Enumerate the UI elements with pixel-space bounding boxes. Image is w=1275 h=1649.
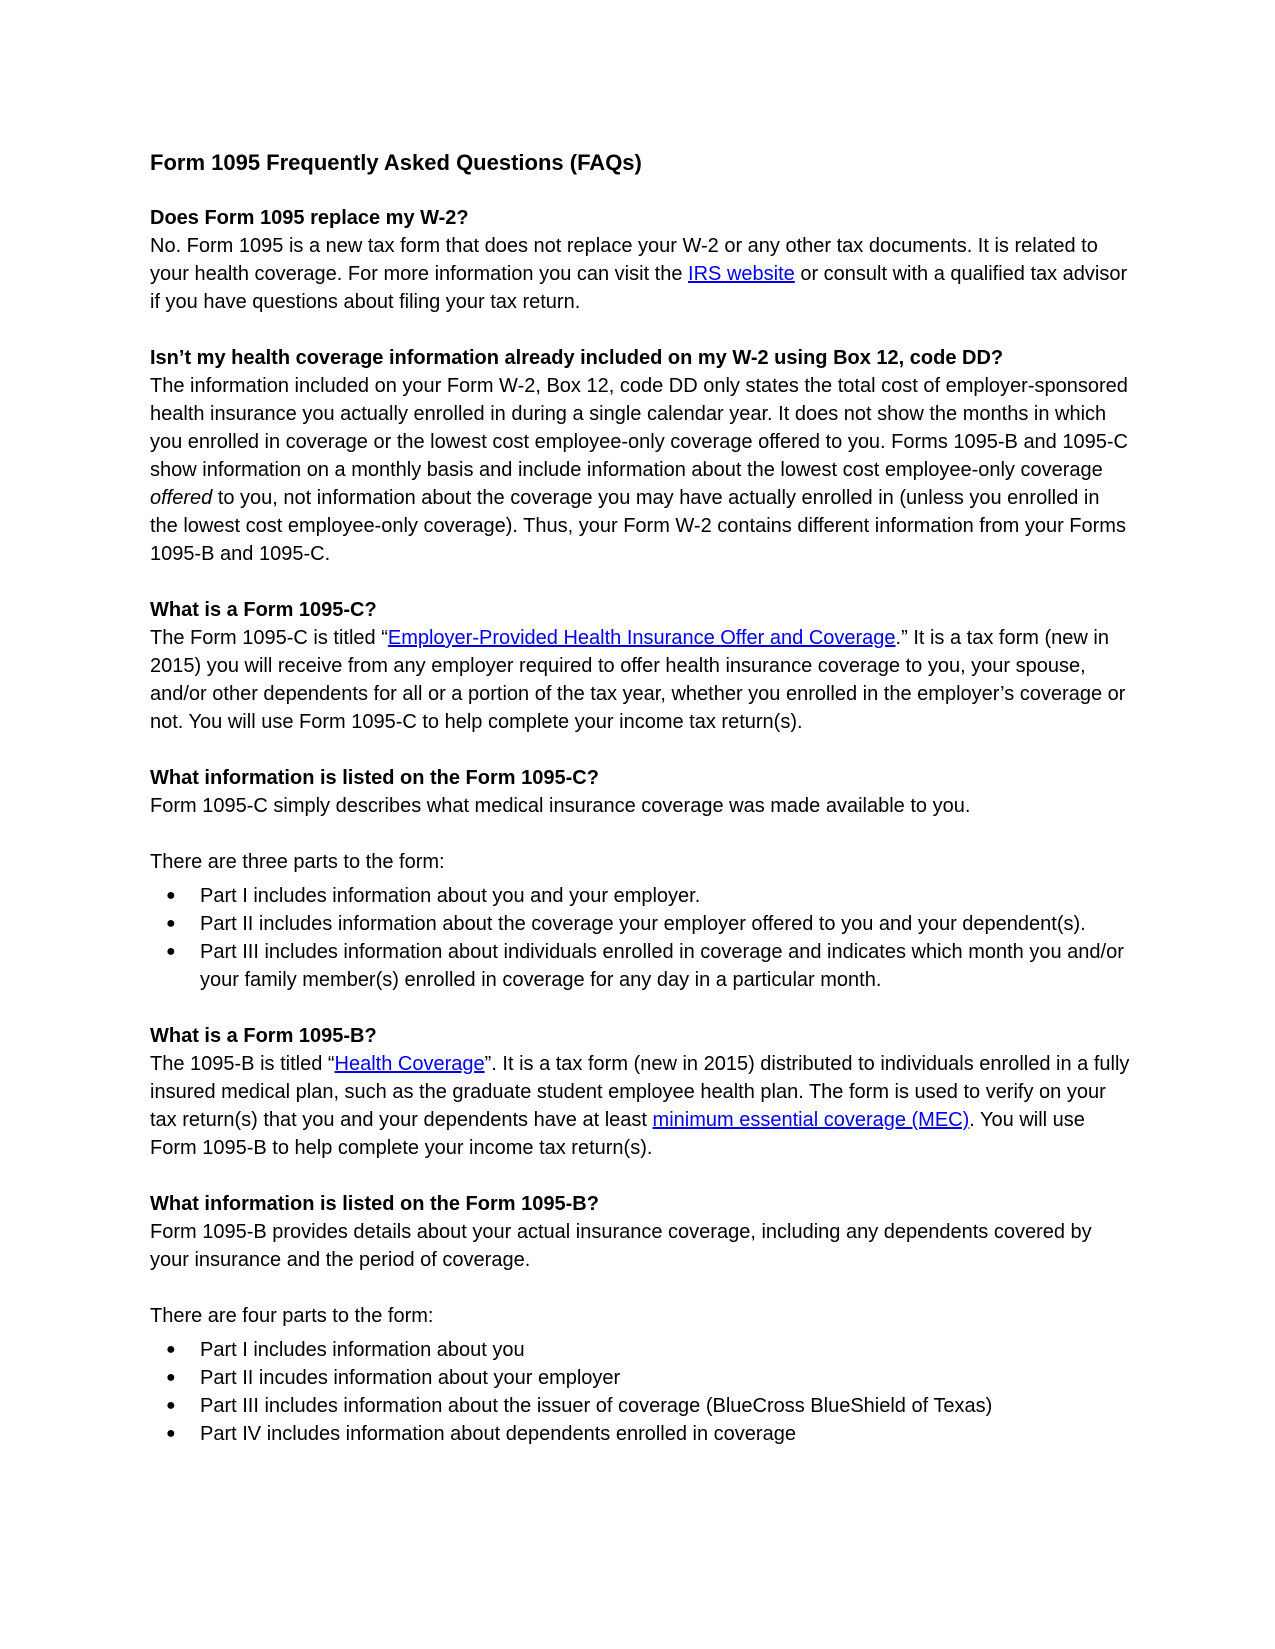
bullet-icon: ●	[166, 1369, 176, 1386]
list-item-text: Part I includes information about you	[200, 1339, 525, 1361]
faq-1095b-contents	[150, 1190, 1130, 1448]
answer-paragraph	[150, 624, 1130, 736]
health-coverage-link[interactable]: Health Coverage	[334, 1053, 485, 1075]
question-heading: Isn’t my health coverage information already included on my W-2 using Box 12, code DD?	[150, 347, 1004, 369]
parts-list	[150, 1336, 1130, 1448]
question-heading: Does Form 1095 replace my W-2?	[150, 207, 469, 229]
faq-what-is-1095b	[150, 1022, 1130, 1162]
faq-w2-replace	[150, 204, 1130, 316]
minimum-essential-coverage-link[interactable]: minimum essential coverage (MEC)	[652, 1109, 970, 1131]
answer-text: No. Form 1095 is a new tax form that does not replace your W-2 or any other tax documents. It is related to your health coverage. For more information you can visit the	[150, 235, 1098, 285]
faq-1095c-contents	[150, 764, 1130, 994]
answer-text: to you, not information about the coverage you may have actually enrolled in (unless you enrolled in the lowest cost employee-only coverage). Thus, your Form W-2 contains different information from your Forms 1095-B and 1095-C.	[150, 487, 1126, 565]
bullet-icon: ●	[166, 1425, 176, 1442]
list-item-text: Part II incudes information about your employer	[200, 1367, 621, 1389]
question-heading: What is a Form 1095-C?	[150, 599, 377, 621]
list-item-text: Part IV includes information about dependents enrolled in coverage	[200, 1423, 796, 1445]
list-item	[166, 910, 1130, 938]
list-item	[166, 1420, 1130, 1448]
answer-text: The Form 1095-C is titled “	[150, 627, 388, 649]
bullet-icon: ●	[166, 887, 176, 904]
parts-intro: There are three parts to the form:	[150, 851, 445, 873]
list-item	[166, 882, 1130, 910]
answer-text: .” It is a tax form (new in 2015) you will receive from any employer required to offer health insurance coverage to you, your spouse, and/or other dependents for all or a portion of the tax year, whether you enrolled in the employer’s coverage or not. You will use Form 1095-C to help complete your income tax return(s).	[150, 627, 1126, 733]
faq-box12-code-dd	[150, 344, 1130, 568]
answer-paragraph	[150, 372, 1130, 568]
list-item-text: Part I includes information about you and your employer.	[200, 885, 701, 907]
answer-paragraph: Form 1095-B provides details about your actual insurance coverage, including any dependents covered by your insurance and the period of coverage.	[150, 1221, 1092, 1271]
question-heading: What information is listed on the Form 1095-C?	[150, 767, 599, 789]
bullet-icon: ●	[166, 915, 176, 932]
list-item-text: Part II includes information about the coverage your employer offered to you and your dependent(s).	[200, 913, 1086, 935]
employer-provided-coverage-link[interactable]: Employer-Provided Health Insurance Offer and Coverage	[387, 627, 896, 649]
parts-intro: There are four parts to the form:	[150, 1305, 434, 1327]
faq-what-is-1095c	[150, 596, 1130, 736]
answer-text: ”. It is a tax form (new in 2015) distributed to individuals enrolled in a fully insured medical plan, such as the graduate student employee health plan. The form is used to verify on your tax return(s) that you and your dependents have at least	[150, 1053, 1130, 1131]
bullet-icon: ●	[166, 943, 176, 960]
question-heading: What is a Form 1095-B?	[150, 1025, 377, 1047]
list-item	[166, 1392, 1130, 1420]
answer-text: The 1095-B is titled “	[150, 1053, 335, 1075]
answer-text: . You will use Form 1095-B to help complete your income tax return(s).	[150, 1109, 1085, 1159]
answer-paragraph: Form 1095-C simply describes what medical insurance coverage was made available to you.	[150, 795, 971, 817]
list-item	[166, 938, 1130, 994]
list-item	[166, 1364, 1130, 1392]
answer-text: The information included on your Form W-2, Box 12, code DD only states the total cost of employer-sponsored health insurance you actually enrolled in during a single calendar year. It does not show the months in which you enrolled in coverage or the lowest cost employee-only coverage offered to you. Forms 1095-B and 1095-C show information on a monthly basis and include information about the lowest cost employee-only coverage	[150, 375, 1128, 481]
question-heading: What information is listed on the Form 1095-B?	[150, 1193, 599, 1215]
page-title: Form 1095 Frequently Asked Questions (FAQs)	[150, 150, 642, 175]
list-item	[166, 1336, 1130, 1364]
answer-text: or consult with a qualified tax advisor if you have questions about filing your tax return.	[150, 263, 1128, 313]
bullet-icon: ●	[166, 1341, 176, 1358]
answer-paragraph	[150, 232, 1130, 316]
parts-list	[150, 882, 1130, 994]
bullet-icon: ●	[166, 1397, 176, 1414]
list-item-text: Part III includes information about individuals enrolled in coverage and indicates which month you and/or your family member(s) enrolled in coverage for any day in a particular month.	[200, 941, 1124, 991]
answer-paragraph	[150, 1050, 1130, 1162]
emphasis-text: offered	[150, 487, 213, 509]
irs-website-link[interactable]: IRS website	[688, 263, 795, 285]
faq-document	[150, 148, 1130, 1476]
list-item-text: Part III includes information about the issuer of coverage (BlueCross BlueShield of Texas)	[200, 1395, 993, 1417]
